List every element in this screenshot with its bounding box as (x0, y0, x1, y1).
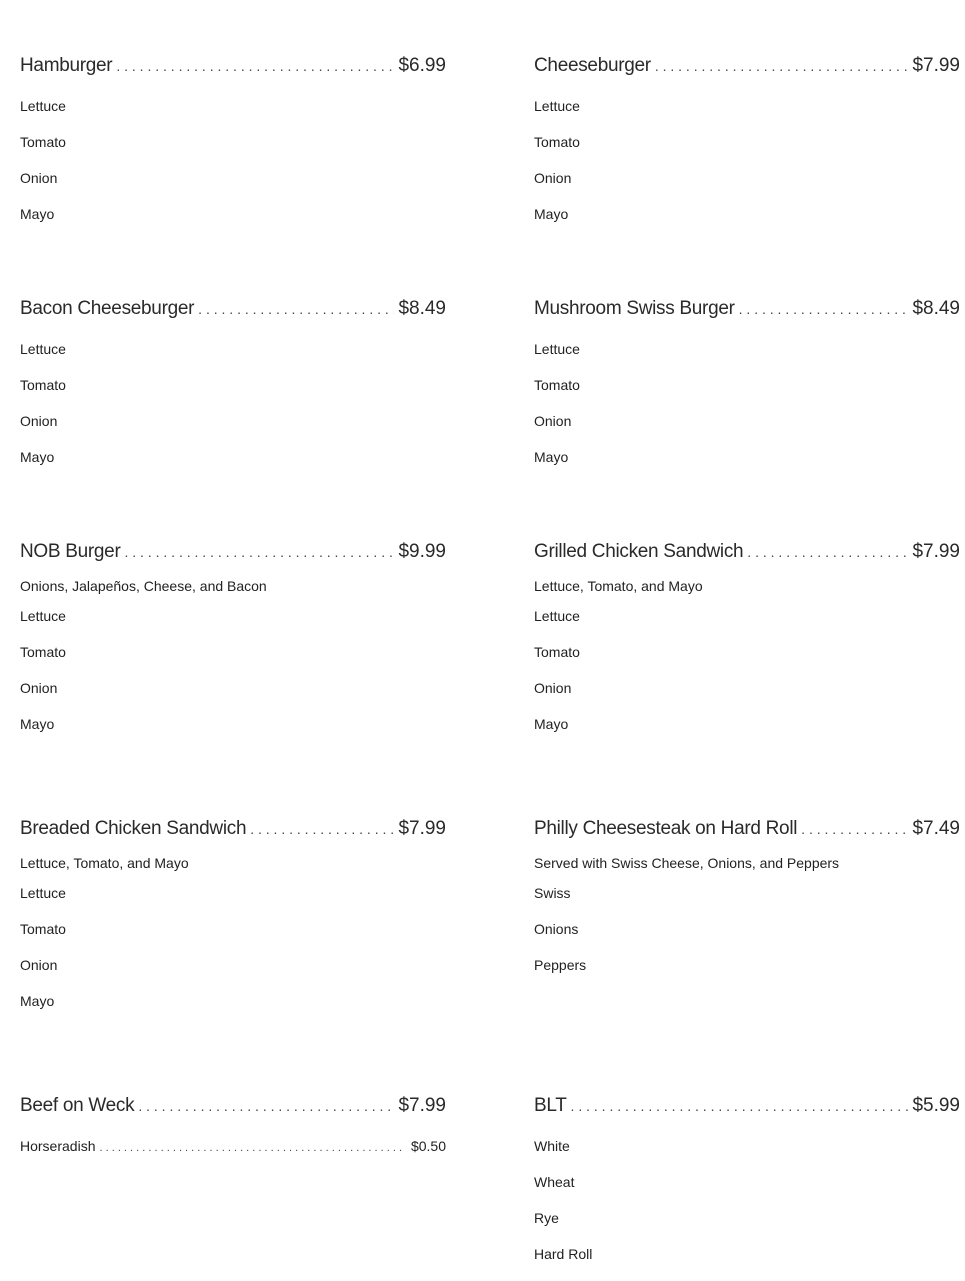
option-item: Mayo (20, 993, 55, 1009)
option-list (534, 1137, 960, 1263)
item-description: Onions, Jalapeños, Cheese, and Bacon (20, 578, 267, 594)
menu-item-cheeseburger (534, 55, 960, 241)
item-price: $7.99 (398, 1095, 446, 1116)
dot-leader (99, 1142, 402, 1154)
addon-name: Horseradish (20, 1138, 96, 1154)
item-header (534, 1095, 960, 1123)
option-item: Tomato (534, 134, 580, 150)
option-list (20, 607, 446, 733)
dot-leader (739, 301, 909, 317)
option-item: Onions (534, 921, 579, 937)
option-item: Lettuce (534, 98, 580, 114)
item-price: $7.99 (398, 818, 446, 839)
option-item: Tomato (534, 644, 580, 660)
item-name: Hamburger (20, 55, 113, 76)
item-header (20, 1095, 446, 1123)
option-item: Onion (20, 170, 58, 186)
option-item: Onion (534, 413, 572, 429)
dot-leader (655, 58, 909, 74)
addon-row (20, 1138, 446, 1156)
option-item: Lettuce (534, 608, 580, 624)
item-name: Philly Cheesesteak on Hard Roll (534, 818, 798, 839)
dot-leader (124, 544, 394, 560)
option-item: Mayo (20, 716, 55, 732)
option-item: Peppers (534, 957, 587, 973)
option-item: Tomato (20, 377, 66, 393)
option-item: Wheat (534, 1174, 575, 1190)
item-price: $7.99 (912, 55, 960, 76)
option-item: Lettuce (534, 341, 580, 357)
menu-item-breaded-chicken-sandwich (20, 818, 446, 1028)
menu-item-grilled-chicken-sandwich (534, 541, 960, 751)
option-list (534, 97, 960, 223)
item-price: $9.99 (398, 541, 446, 562)
option-item: Mayo (534, 449, 569, 465)
menu-item-nob-burger (20, 541, 446, 751)
menu-item-beef-on-weck (20, 1095, 446, 1156)
option-item: Lettuce (20, 341, 66, 357)
item-price: $7.99 (912, 541, 960, 562)
item-description: Lettuce, Tomato, and Mayo (534, 578, 703, 594)
option-item: Tomato (20, 134, 66, 150)
option-item: Lettuce (20, 98, 66, 114)
item-price: $7.49 (912, 818, 960, 839)
dot-leader (250, 821, 394, 837)
menu-item-mushroom-swiss-burger (534, 298, 960, 484)
option-item: Hard Roll (534, 1246, 593, 1262)
option-item: Onion (534, 680, 572, 696)
dot-leader (138, 1098, 394, 1114)
item-price: $5.99 (912, 1095, 960, 1116)
option-item: Onion (534, 170, 572, 186)
item-header (534, 541, 960, 569)
item-name: Grilled Chicken Sandwich (534, 541, 744, 562)
option-item: Lettuce (20, 608, 66, 624)
option-list (534, 340, 960, 466)
option-item: Mayo (20, 449, 55, 465)
item-description: Lettuce, Tomato, and Mayo (20, 855, 189, 871)
item-name: NOB Burger (20, 541, 121, 562)
option-item: Tomato (534, 377, 580, 393)
option-item: Onion (20, 957, 58, 973)
addon-price: $0.50 (410, 1138, 446, 1154)
option-item: Lettuce (20, 885, 66, 901)
item-name: Beef on Weck (20, 1095, 135, 1116)
option-list (20, 884, 446, 1010)
item-name: Breaded Chicken Sandwich (20, 818, 247, 839)
item-header (20, 541, 446, 569)
menu-item-blt (534, 1095, 960, 1281)
option-list (534, 607, 960, 733)
dot-leader (571, 1098, 909, 1114)
option-item: Onion (20, 680, 58, 696)
option-item: Tomato (20, 921, 66, 937)
option-item: White (534, 1138, 570, 1154)
item-name: Cheeseburger (534, 55, 651, 76)
item-price: $6.99 (398, 55, 446, 76)
menu-item-philly-cheesesteak (534, 818, 960, 992)
dot-leader (116, 58, 394, 74)
item-name: BLT (534, 1095, 567, 1116)
menu-item-bacon-cheeseburger (20, 298, 446, 484)
option-item: Rye (534, 1210, 559, 1226)
item-header (534, 55, 960, 83)
dot-leader (198, 301, 394, 317)
menu-item-hamburger (20, 55, 446, 241)
option-list (20, 340, 446, 466)
item-price: $8.49 (398, 298, 446, 319)
option-item: Swiss (534, 885, 571, 901)
option-item: Onion (20, 413, 58, 429)
item-name: Mushroom Swiss Burger (534, 298, 735, 319)
dot-leader (747, 544, 908, 560)
item-price: $8.49 (912, 298, 960, 319)
option-item: Mayo (20, 206, 55, 222)
item-header (20, 55, 446, 83)
option-list (534, 884, 960, 974)
option-item: Mayo (534, 206, 569, 222)
item-header (534, 298, 960, 326)
item-header (20, 818, 446, 846)
item-name: Bacon Cheeseburger (20, 298, 195, 319)
option-list (20, 97, 446, 223)
dot-leader (801, 821, 908, 837)
item-description: Served with Swiss Cheese, Onions, and Peppers (534, 855, 840, 871)
option-item: Mayo (534, 716, 569, 732)
item-header (534, 818, 960, 846)
item-header (20, 298, 446, 326)
option-item: Tomato (20, 644, 66, 660)
